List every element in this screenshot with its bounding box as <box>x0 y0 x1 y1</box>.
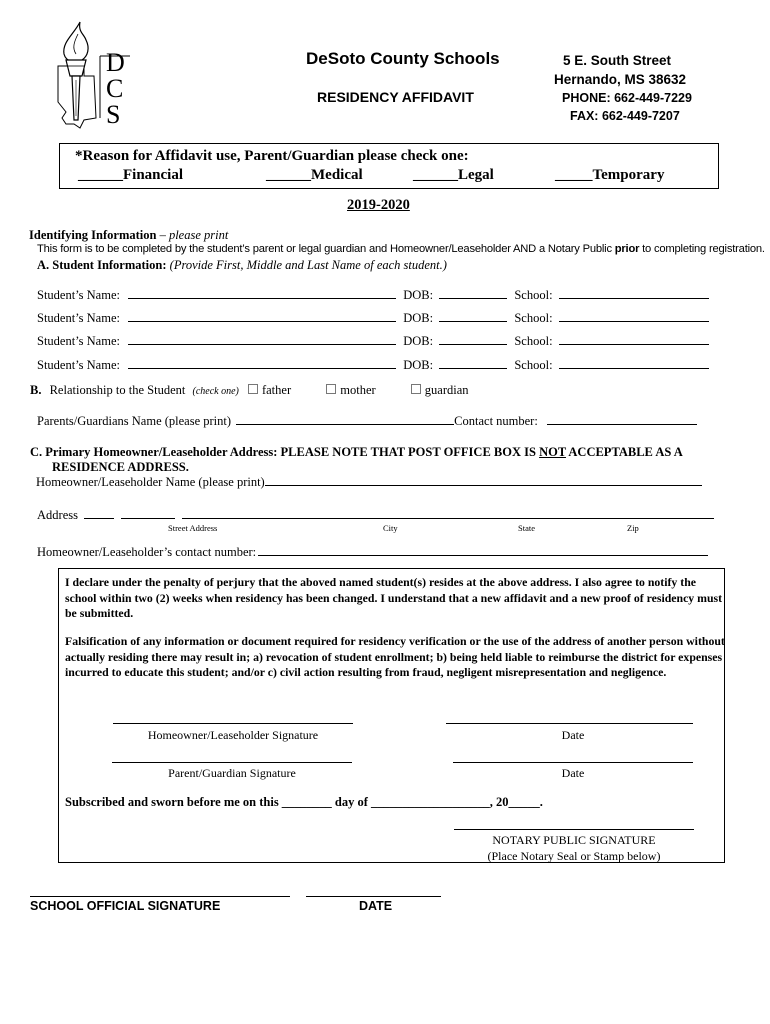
homeowner-contact-field[interactable] <box>258 555 708 556</box>
dob-field[interactable] <box>439 368 507 369</box>
homeowner-name-row <box>36 475 702 490</box>
relationship-hint: (check one) <box>192 386 239 397</box>
section-c-title <box>30 445 683 460</box>
identifying-label: Identifying Information <box>29 228 157 242</box>
address-row <box>37 508 714 523</box>
date2-caption: Date <box>561 766 585 780</box>
guardian-label: guardian <box>424 383 469 397</box>
father-checkbox[interactable] <box>248 384 258 394</box>
relationship-label: Relationship to the Student <box>49 383 186 397</box>
street-address-caption: Street Address <box>168 523 218 533</box>
student-row-4 <box>37 358 709 373</box>
address-line1: 5 E. South Street <box>563 53 672 68</box>
student-row-3 <box>37 334 709 349</box>
parent-signature-caption: Parent/Guardian Signature <box>168 766 296 780</box>
notary-signature-caption: NOTARY PUBLIC SIGNATURE <box>492 833 656 847</box>
section-a-title: A. Student Information: <box>37 258 167 272</box>
homeowner-contact-label: Homeowner/Leaseholder’s contact number: <box>37 545 257 559</box>
guardian-name-field[interactable] <box>236 424 454 425</box>
school-field[interactable] <box>559 368 709 369</box>
homeowner-name-label: Homeowner/Leaseholder Name (please print) <box>36 475 265 489</box>
section-c-title-line2: RESIDENCE ADDRESS. <box>52 460 189 474</box>
mother-checkbox[interactable] <box>326 384 336 394</box>
dob-label: DOB: <box>403 311 434 325</box>
reason-temporary[interactable]: _____Temporary <box>555 167 665 183</box>
student-row-1 <box>37 288 709 303</box>
reason-financial[interactable]: ______Financial <box>78 167 184 183</box>
section-c-title-post: ACCEPTABLE AS A <box>565 445 683 459</box>
student-name-label: Student’s Name: <box>37 334 120 348</box>
homeowner-name-field[interactable] <box>265 485 702 486</box>
dob-field[interactable] <box>439 321 507 322</box>
contact-number-field[interactable] <box>547 424 697 425</box>
dob-field[interactable] <box>439 344 507 345</box>
dob-field[interactable] <box>439 298 507 299</box>
parent-signature-line[interactable] <box>112 762 352 763</box>
address-field-3[interactable] <box>182 518 714 519</box>
logo-letter-d: D <box>106 48 125 77</box>
identifying-suffix: – please print <box>156 228 229 242</box>
section-a-note: (Provide First, Middle and Last Name of each student.) <box>166 258 447 272</box>
mother-label: mother <box>340 383 376 397</box>
form-title: RESIDENCY AFFIDAVIT <box>317 89 474 105</box>
student-name-field[interactable] <box>128 298 396 299</box>
dob-label: DOB: <box>403 334 434 348</box>
declaration-para-1: I declare under the penalty of perjury that the aboved named student(s) resides at the above address. I also agree to notify the school within two (2) weeks when residency has been changed. I understand that a new affidavit and a new proof of residency must be submitted. <box>65 575 723 621</box>
student-name-field[interactable] <box>128 368 396 369</box>
address-label: Address <box>37 508 78 522</box>
homeowner-signature-caption: Homeowner/Leaseholder Signature <box>147 728 319 742</box>
dob-label: DOB: <box>403 358 434 372</box>
city-caption: City <box>383 523 398 533</box>
instruction-bold: prior <box>614 243 640 255</box>
school-label: School: <box>514 358 553 372</box>
contact-number-label: Contact number: <box>454 414 538 428</box>
student-row-2 <box>37 311 709 326</box>
official-signature-line[interactable] <box>30 896 290 897</box>
date1-line[interactable] <box>446 723 693 724</box>
section-c-title-pre: C. Primary Homeowner/Leaseholder Address: PLEASE NOTE THAT POST OFFICE BOX IS <box>30 445 540 459</box>
zip-caption: Zip <box>627 523 639 533</box>
notary-signature-line[interactable] <box>454 829 694 830</box>
section-c-title-not: NOT <box>539 445 566 459</box>
section-b-letter: B. <box>30 383 42 397</box>
school-year: 2019-2020 <box>347 197 410 213</box>
student-name-label: Student’s Name: <box>37 358 120 372</box>
school-label: School: <box>514 288 553 302</box>
dob-label: DOB: <box>403 288 434 302</box>
official-signature-caption: SCHOOL OFFICIAL SIGNATURE <box>30 899 221 913</box>
reason-medical[interactable]: ______Medical <box>266 167 363 183</box>
instruction-post: to completing registration. <box>639 243 765 255</box>
instruction-pre: This form is to be completed by the student’s parent or legal guardian and Homeowner/Leaseholder AND a Notary Public <box>37 243 615 255</box>
student-name-field[interactable] <box>128 344 396 345</box>
date2-line[interactable] <box>453 762 693 763</box>
address-line2: Hernando, MS 38632 <box>554 72 687 87</box>
reason-legal[interactable]: ______Legal <box>413 167 494 183</box>
school-field[interactable] <box>559 344 709 345</box>
state-caption: State <box>518 523 535 533</box>
org-name: DeSoto County Schools <box>306 49 500 68</box>
date1-caption: Date <box>561 728 585 742</box>
sworn-text: Subscribed and sworn before me on this ________ day of ___________________, 20_____. <box>65 795 543 809</box>
phone: PHONE: 662-449-7229 <box>562 91 692 105</box>
section-b <box>30 383 469 398</box>
guardian-checkbox[interactable] <box>411 384 421 394</box>
address-field-2[interactable] <box>121 518 175 519</box>
father-label: father <box>261 383 292 397</box>
school-label: School: <box>514 311 553 325</box>
logo-letter-c: C <box>106 74 124 103</box>
student-name-label: Student’s Name: <box>37 311 120 325</box>
official-date-line[interactable] <box>306 896 441 897</box>
guardian-name-label: Parents/Guardians Name (please print) <box>37 414 232 428</box>
guardian-name-row <box>37 414 697 429</box>
fax: FAX: 662-449-7207 <box>570 109 680 123</box>
reason-prompt: *Reason for Affidavit use, Parent/Guardian please check one: <box>75 148 469 164</box>
address-field-1[interactable] <box>84 518 114 519</box>
declaration-para-2: Falsification of any information or document required for residency verification or the use of the address of another person without actually residing there may result in; a) revocation of student enrollment; b) being held liable to reimburse the district for expenses incurred to educate this student; and/or c) civil action resulting from fraud, negligent misrepresentation and negligence. <box>65 634 725 680</box>
school-field[interactable] <box>559 321 709 322</box>
section-a-heading <box>37 258 447 273</box>
homeowner-signature-line[interactable] <box>113 723 353 724</box>
official-date-caption: DATE <box>359 899 393 913</box>
school-field[interactable] <box>559 298 709 299</box>
student-name-field[interactable] <box>128 321 396 322</box>
logo-letter-s: S <box>106 100 121 129</box>
notary-note: (Place Notary Seal or Stamp below) <box>487 849 661 863</box>
identifying-heading <box>29 228 228 243</box>
school-label: School: <box>514 334 553 348</box>
student-name-label: Student’s Name: <box>37 288 120 302</box>
identifying-instruction <box>37 243 765 255</box>
homeowner-contact-row <box>37 545 708 560</box>
